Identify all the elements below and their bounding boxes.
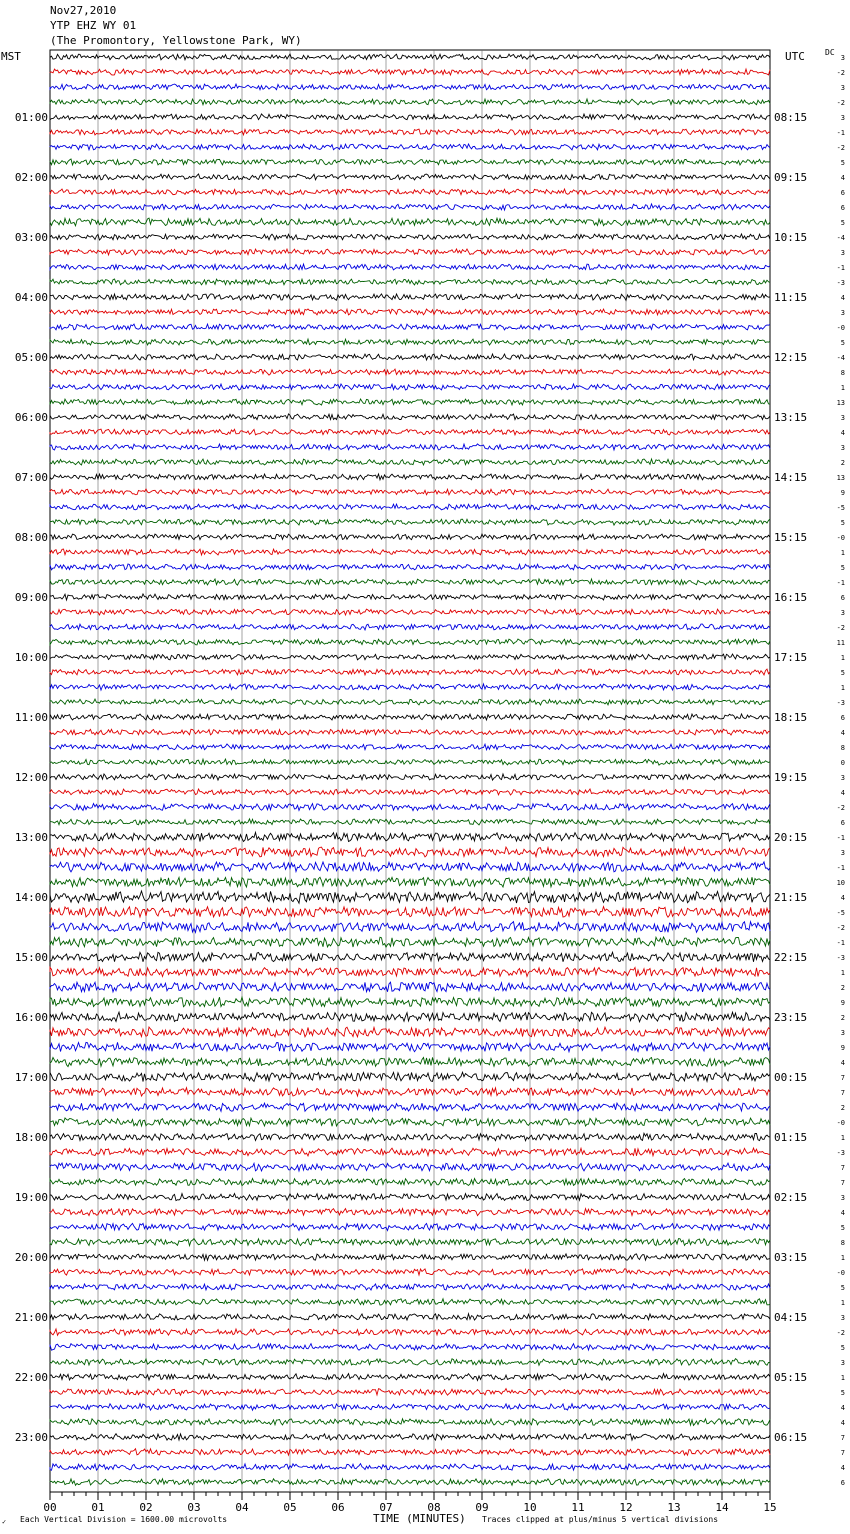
- seismic-trace: [50, 1118, 770, 1126]
- dc-offset-label: 3: [840, 774, 845, 782]
- dc-offset-label: -0: [836, 1269, 845, 1277]
- dc-offset-label: 7: [840, 1164, 845, 1172]
- dc-offset-label: 0: [840, 759, 845, 767]
- dc-offset-label: 5: [840, 519, 845, 527]
- station-location: (The Promontory, Yellowstone Park, WY): [50, 34, 302, 47]
- seismic-trace: [50, 264, 770, 270]
- seismic-trace: [50, 1223, 770, 1230]
- right-hour-label: 01:15: [774, 1131, 808, 1144]
- seismic-trace: [50, 234, 770, 240]
- x-axis-title: TIME (MINUTES): [373, 1512, 466, 1525]
- seismic-trace: [50, 774, 770, 780]
- seismic-trace: [50, 279, 770, 285]
- seismic-trace: [50, 1209, 770, 1216]
- dc-offset-label: 4: [840, 174, 845, 182]
- dc-offset-label: 3: [840, 249, 845, 257]
- dc-offset-label: 2: [840, 1104, 845, 1112]
- seismic-trace: [50, 369, 770, 375]
- dc-offset-label: 8: [840, 369, 845, 377]
- dc-offset-label: 4: [840, 1059, 845, 1067]
- seismic-trace: [50, 1374, 770, 1381]
- dc-offset-label: -1: [836, 864, 845, 872]
- seismic-trace: [50, 937, 770, 947]
- left-hour-label: 20:00: [14, 1251, 48, 1264]
- dc-offset-label: 1: [840, 549, 845, 557]
- seismic-trace: [50, 1344, 770, 1351]
- seismic-trace: [50, 99, 770, 105]
- seismic-trace: [50, 204, 770, 210]
- seismic-trace: [50, 174, 770, 180]
- right-hour-label: 18:15: [774, 711, 808, 724]
- dc-offset-label: 1: [840, 1299, 845, 1307]
- right-hour-label: 03:15: [774, 1251, 808, 1264]
- seismic-trace: [50, 594, 770, 600]
- seismic-trace: [50, 1088, 770, 1096]
- seismic-trace: [50, 489, 770, 495]
- seismic-trace: [50, 1404, 770, 1411]
- right-hour-label: 05:15: [774, 1371, 808, 1384]
- seismic-trace: [50, 1179, 770, 1186]
- right-hour-label: 22:15: [774, 951, 808, 964]
- seismic-trace: [50, 444, 770, 450]
- x-tick-label: 06: [331, 1501, 345, 1514]
- dc-offset-label: -1: [836, 579, 845, 587]
- seismic-trace: [50, 114, 770, 120]
- left-hour-label: 08:00: [14, 531, 48, 544]
- seismic-trace: [50, 1194, 770, 1201]
- x-tick-label: 05: [283, 1501, 297, 1514]
- left-hour-label: 09:00: [14, 591, 48, 604]
- dc-offset-label: 5: [840, 339, 845, 347]
- seismic-trace: [50, 69, 770, 75]
- seismic-trace: [50, 759, 770, 765]
- right-hour-label: 12:15: [774, 351, 808, 364]
- right-axis-title: UTC: [785, 50, 805, 63]
- dc-offset-label: 3: [840, 849, 845, 857]
- dc-offset-label: 9: [840, 489, 845, 497]
- dc-offset-label: 2: [840, 984, 845, 992]
- dc-offset-label: -4: [836, 234, 845, 242]
- dc-offset-label: 2: [840, 459, 845, 467]
- left-hour-label: 14:00: [14, 891, 48, 904]
- left-hour-label: 22:00: [14, 1371, 48, 1384]
- seismic-trace: [50, 1042, 770, 1051]
- dc-offset-label: -0: [836, 324, 845, 332]
- dc-offset-label: 4: [840, 1404, 845, 1412]
- seismic-trace: [50, 729, 770, 735]
- right-hour-label: 02:15: [774, 1191, 808, 1204]
- dc-offset-label: -2: [836, 144, 845, 152]
- seismic-trace: [50, 519, 770, 525]
- dc-offset-label: 7: [840, 1179, 845, 1187]
- x-tick-label: 00: [43, 1501, 57, 1514]
- seismic-trace: [50, 1299, 770, 1305]
- dc-offset-label: 3: [840, 1359, 845, 1367]
- right-hour-label: 17:15: [774, 651, 808, 664]
- station-code: YTP EHZ WY 01: [50, 19, 137, 32]
- seismic-trace: [50, 249, 770, 255]
- seismic-trace: [50, 1464, 770, 1471]
- dc-offset-label: 9: [840, 1044, 845, 1052]
- dc-offset-label: 9: [840, 999, 845, 1007]
- dc-offset-label: 11: [836, 639, 845, 647]
- seismic-trace: [50, 1434, 770, 1440]
- seismic-trace: [50, 1103, 770, 1111]
- x-tick-label: 02: [139, 1501, 153, 1514]
- seismic-trace: [50, 549, 770, 555]
- dc-offset-label: -3: [836, 954, 845, 962]
- dc-offset-label: -5: [836, 504, 845, 512]
- seismic-trace: [50, 967, 770, 976]
- seismic-trace: [50, 1389, 770, 1396]
- dc-offset-label: 13: [836, 474, 845, 482]
- seismic-trace: [50, 474, 770, 480]
- seismic-trace: [50, 309, 770, 315]
- right-hour-label: 04:15: [774, 1311, 808, 1324]
- dc-offset-label: 3: [840, 1314, 845, 1322]
- footer-mark: ✓: [2, 1518, 7, 1526]
- dc-offset-label: 3: [840, 114, 845, 122]
- seismic-trace: [50, 1012, 770, 1022]
- left-hour-label: 17:00: [14, 1071, 48, 1084]
- dc-offset-label: 3: [840, 609, 845, 617]
- dc-offset-label: 7: [840, 1089, 845, 1097]
- x-tick-label: 09: [475, 1501, 489, 1514]
- dc-offset-label: -0: [836, 1119, 845, 1127]
- seismic-trace: [50, 1254, 770, 1260]
- left-hour-label: 11:00: [14, 711, 48, 724]
- seismic-trace: [50, 1359, 770, 1366]
- seismic-trace: [50, 669, 770, 675]
- dc-offset-label: 5: [840, 1389, 845, 1397]
- seismic-trace: [50, 354, 770, 360]
- left-axis-title: MST: [1, 50, 21, 63]
- seismic-trace: [50, 1133, 770, 1140]
- dc-offset-label: 3: [840, 1029, 845, 1037]
- seismic-trace: [50, 891, 770, 903]
- dc-offset-label: 5: [840, 1224, 845, 1232]
- seismic-trace: [50, 862, 770, 872]
- dc-offset-label: -2: [836, 804, 845, 812]
- left-hour-label: 10:00: [14, 651, 48, 664]
- seismic-trace: [50, 84, 770, 90]
- dc-offset-label: 5: [840, 159, 845, 167]
- seismic-trace: [50, 129, 770, 135]
- seismic-trace: [50, 699, 770, 705]
- dc-offset-label: 6: [840, 594, 845, 602]
- dc-offset-label: 8: [840, 744, 845, 752]
- x-tick-label: 08: [427, 1501, 441, 1514]
- seismic-trace: [50, 429, 770, 435]
- right-hour-label: 06:15: [774, 1431, 808, 1444]
- right-hour-label: 09:15: [774, 171, 808, 184]
- right-hour-label: 13:15: [774, 411, 808, 424]
- left-hour-label: 07:00: [14, 471, 48, 484]
- seismic-trace: [50, 804, 770, 811]
- dc-offset-label: -3: [836, 699, 845, 707]
- seismic-trace: [50, 1314, 770, 1320]
- dc-offset-label: -1: [836, 834, 845, 842]
- dc-offset-label: 13: [836, 399, 845, 407]
- dc-offset-label: 3: [840, 444, 845, 452]
- seismic-trace: [50, 504, 770, 510]
- dc-offset-label: 1: [840, 969, 845, 977]
- dc-offset-label: 1: [840, 1374, 845, 1382]
- seismic-trace: [50, 1163, 770, 1171]
- left-hour-label: 04:00: [14, 291, 48, 304]
- dc-offset-label: -1: [836, 129, 845, 137]
- dc-offset-label: 5: [840, 219, 845, 227]
- seismic-trace: [50, 399, 770, 405]
- dc-offset-label: 5: [840, 1344, 845, 1352]
- left-hour-label: 21:00: [14, 1311, 48, 1324]
- right-hour-label: 21:15: [774, 891, 808, 904]
- dc-offset-label: -2: [836, 99, 845, 107]
- dc-offset-label: 6: [840, 204, 845, 212]
- left-hour-label: 16:00: [14, 1011, 48, 1024]
- seismic-trace: [50, 1057, 770, 1066]
- seismic-trace: [50, 624, 770, 630]
- seismic-trace: [50, 1027, 770, 1037]
- dc-offset-label: -2: [836, 1329, 845, 1337]
- seismic-trace: [50, 1479, 770, 1486]
- dc-offset-label: -2: [836, 924, 845, 932]
- dc-offset-label: 5: [840, 669, 845, 677]
- dc-offset-label: 6: [840, 1479, 845, 1487]
- x-tick-label: 03: [187, 1501, 201, 1514]
- right-hour-label: 08:15: [774, 111, 808, 124]
- seismic-trace: [50, 294, 770, 301]
- dc-offset-label: 10: [836, 879, 845, 887]
- seismic-trace: [50, 952, 770, 962]
- seismic-trace: [50, 744, 770, 750]
- dc-offset-label: 6: [840, 819, 845, 827]
- seismic-trace: [50, 324, 770, 330]
- left-hour-label: 01:00: [14, 111, 48, 124]
- dc-offset-label: 8: [840, 1239, 845, 1247]
- seismic-trace: [50, 459, 770, 465]
- seismic-trace: [50, 639, 770, 645]
- right-hour-label: 10:15: [774, 231, 808, 244]
- seismic-trace: [50, 189, 770, 195]
- seismic-trace: [50, 54, 770, 60]
- seismic-trace: [50, 1449, 770, 1456]
- dc-offset-label: 3: [840, 414, 845, 422]
- dc-offset-label: 3: [840, 309, 845, 317]
- dc-offset-label: -5: [836, 909, 845, 917]
- left-hour-label: 23:00: [14, 1431, 48, 1444]
- dc-offset-label: 6: [840, 714, 845, 722]
- seismic-trace: [50, 218, 770, 226]
- dc-offset-label: 1: [840, 684, 845, 692]
- dc-offset-label: 4: [840, 294, 845, 302]
- x-tick-label: 11: [571, 1501, 585, 1514]
- dc-offset-label: 1: [840, 1134, 845, 1142]
- dc-offset-label: 4: [840, 894, 845, 902]
- dc-offset-label: -2: [836, 624, 845, 632]
- dc-offset-label: 6: [840, 189, 845, 197]
- seismic-trace: [50, 789, 770, 795]
- left-hour-label: 15:00: [14, 951, 48, 964]
- dc-offset-label: 1: [840, 1254, 845, 1262]
- dc-offset-label: 4: [840, 729, 845, 737]
- dc-offset-label: 1: [840, 384, 845, 392]
- right-hour-label: 15:15: [774, 531, 808, 544]
- seismic-trace: [50, 339, 770, 345]
- dc-offset-label: -3: [836, 279, 845, 287]
- dc-offset-label: 3: [840, 54, 845, 62]
- seismic-trace: [50, 1419, 770, 1426]
- left-hour-label: 12:00: [14, 771, 48, 784]
- dc-offset-label: 5: [840, 564, 845, 572]
- seismic-trace: [50, 564, 770, 570]
- dc-offset-label: 5: [840, 1284, 845, 1292]
- seismic-trace: [50, 609, 770, 615]
- dc-offset-label: -0: [836, 534, 845, 542]
- dc-offset-label: 7: [840, 1074, 845, 1082]
- left-hour-label: 03:00: [14, 231, 48, 244]
- seismic-trace: [50, 832, 770, 841]
- seismic-trace: [50, 1329, 770, 1335]
- right-hour-label: 16:15: [774, 591, 808, 604]
- left-hour-label: 02:00: [14, 171, 48, 184]
- dc-offset-label: 3: [840, 84, 845, 92]
- seismic-trace: [50, 982, 770, 992]
- dc-offset-label: -4: [836, 354, 845, 362]
- dc-offset-label: -3: [836, 1149, 845, 1157]
- seismic-trace: [50, 579, 770, 585]
- seismic-trace: [50, 414, 770, 420]
- seismic-trace: [50, 714, 770, 720]
- seismic-trace: [50, 1148, 770, 1156]
- x-tick-label: 04: [235, 1501, 249, 1514]
- dc-offset-label: -2: [836, 69, 845, 77]
- seismic-trace: [50, 877, 770, 887]
- seismic-trace: [50, 1284, 770, 1290]
- dc-offset-label: 4: [840, 429, 845, 437]
- left-hour-label: 05:00: [14, 351, 48, 364]
- x-tick-label: 13: [667, 1501, 681, 1514]
- dc-offset-label: 4: [840, 1464, 845, 1472]
- seismic-trace: [50, 1239, 770, 1246]
- dc-offset-label: 4: [840, 789, 845, 797]
- dc-offset-label: 1: [840, 654, 845, 662]
- right-hour-label: 14:15: [774, 471, 808, 484]
- seismic-trace: [50, 1072, 770, 1081]
- seismic-trace: [50, 159, 770, 165]
- x-tick-label: 07: [379, 1501, 393, 1514]
- left-hour-label: 06:00: [14, 411, 48, 424]
- right-hour-label: 11:15: [774, 291, 808, 304]
- dc-column-title: DC: [825, 48, 835, 57]
- dc-offset-label: -1: [836, 264, 845, 272]
- dc-offset-label: 4: [840, 1209, 845, 1217]
- left-hour-label: 19:00: [14, 1191, 48, 1204]
- x-tick-label: 01: [91, 1501, 105, 1514]
- seismic-trace: [50, 534, 770, 540]
- clip-note: Traces clipped at plus/minus 5 vertical divisions: [482, 1515, 719, 1524]
- seismic-trace: [50, 144, 770, 150]
- dc-offset-label: -1: [836, 939, 845, 947]
- seismic-trace: [50, 907, 770, 918]
- plot-date: Nov27,2010: [50, 4, 117, 17]
- seismic-trace: [50, 654, 770, 660]
- x-tick-label: 12: [619, 1501, 633, 1514]
- right-hour-label: 23:15: [774, 1011, 808, 1024]
- seismic-trace: [50, 997, 770, 1007]
- scale-note: Each Vertical Division = 1600.00 microvolts: [20, 1515, 228, 1524]
- left-hour-label: 13:00: [14, 831, 48, 844]
- x-tick-label: 14: [715, 1501, 729, 1514]
- right-hour-label: 00:15: [774, 1071, 808, 1084]
- x-tick-label: 15: [763, 1501, 777, 1514]
- seismic-trace: [50, 1269, 770, 1276]
- seismic-trace: [50, 922, 770, 933]
- seismic-trace: [50, 819, 770, 825]
- right-hour-label: 19:15: [774, 771, 808, 784]
- dc-offset-label: 4: [840, 1419, 845, 1427]
- seismic-trace: [50, 684, 770, 690]
- dc-offset-label: 7: [840, 1449, 845, 1457]
- left-hour-label: 18:00: [14, 1131, 48, 1144]
- seismic-trace: [50, 384, 770, 390]
- dc-offset-label: 2: [840, 1014, 845, 1022]
- dc-offset-label: 7: [840, 1434, 845, 1442]
- dc-offset-label: 3: [840, 1194, 845, 1202]
- seismic-trace: [50, 847, 770, 857]
- x-tick-label: 10: [523, 1501, 537, 1514]
- right-hour-label: 20:15: [774, 831, 808, 844]
